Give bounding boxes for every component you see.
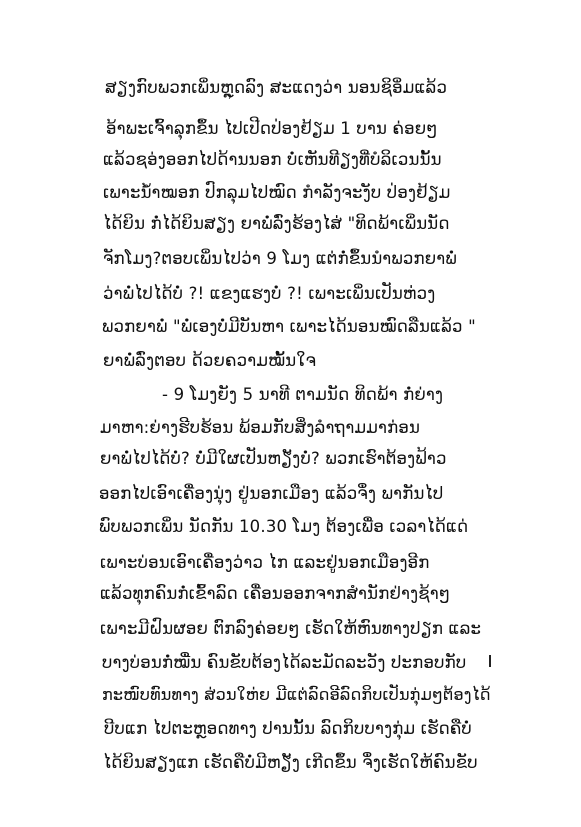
text-line: ພົບພວກເພິ່ນ ນັດກັນ 10.30 ໂມງ ຕ້ອງເພື່ອ ເວລາໄດ້ແດ່ [99, 517, 469, 536]
text-line: ເພາະບ່ອນເອົາເຄື່ອງວ່າວ ໄກ ແລະຢູ່ນອກເມືອງອີກ [100, 553, 430, 572]
text-line: ຈັກໂມງ?ຕອບເພິ່ນໄປວ່າ 9 ໂມງ ແຕ່ກໍ່ຂຶ້ນນຳພວກຍາພໍ່ [103, 249, 457, 268]
scan-speck [489, 655, 491, 667]
text-line: ຍາພໍ່ໄປໄດ້ບໍ່? ບໍ່ມີໃຜເປັນຫຽັງບໍ່? ພວກເຮົາຕ້ອງຟ້າວ [100, 449, 447, 468]
text-line: ເພາະນ້ຳໝອກ ປົກລຸມໄປໝົດ ກຳລັງຈະງັບ ປ່ອງຢ້ຽມ [103, 183, 451, 202]
text-line: ບາງບ່ອນກໍ່ໝື່ນ ຄົນຂັບຕ້ອງໄດ້ລະມັດລະວັງ ປະກອບກັບ [102, 653, 467, 672]
text-line: ອອກໄປເອົາເຄື່ອງນຸ່ງ ຢູ່ນອກເມືອງ ແລ້ວຈຶ່ງ ພາກັນໄປ [99, 484, 444, 503]
text-line: ພວກຍາພໍ່ "ພໍ່ເອງບໍ່ມີບັນຫາ ເພາະໄດ້ນອນໝົດລືນແລ້ວ " [102, 317, 476, 336]
text-line: ສຽງກົບພວກເພິ່ນຫຼຸດລົງ ສະແດງວ່າ ນອນຊິອິ່ມແລ້ວ [105, 78, 448, 97]
text-line: - 9 ໂມງຍັງ 5 ນາທີ ຕາມນັດ ທິດພ້າ ກໍ່ຍ່າງ [162, 385, 444, 404]
text-line: ແລ້ວທຸກຄົນກໍ່ເຂົ້າລົດ ເຄື່ອນອອກຈາກສຳນັກຢ່າງຊ້າໆ [100, 584, 451, 603]
text-line: ຍາພໍ່ລົ່ງຕອບ ດ້ວຍຄວາມໝັ້ນໃຈ [103, 351, 317, 370]
text-line: ໄດ້ຍິນ ກໍ່ໄດ້ຍິນສຽງ ຍາພໍ່ລົ່ງຮ້ອງໄສ່ "ທິດພ້າເພິ່ນນັດ [103, 214, 450, 233]
text-line: ອ້າພະເຈົ້າລຸກຂຶ້ນ ໄປເປີດປ່ອງຢ້ຽມ 1 ບານ ຄ່ອຍໆ [106, 119, 438, 138]
text-line: ວ່າພໍ່ໄປໄດ້ບໍ່ ?! ແຂງແຮງບໍ່ ?! ເພາະເພິ່ນເປັນຫ່ວງ [103, 284, 436, 303]
text-line: ເພາະມີຝົນຜອຍ ຕົກລົງຄ່ອຍໆ ເຮັດໃຫ້ຫົນທາງປຽກ ແລະ [100, 619, 482, 638]
text-line: ມາຫາ:ຍ່າງຮີບຮ້ອນ ພ້ອມກັບສິ່ງລໍາຖາມມາກ່ອນ [100, 418, 421, 437]
text-line: ບີບແກ ໄປຕະຫຼອດທາງ ປານນັ້ນ ລົດກິບບາງກຸ່ມ ເຮັດຄືບໍ່ [104, 719, 472, 738]
text-line: ແລ້ວຊອ່ງອອກໄປດ້ານນອກ ບໍ່ເຫັນທີຽງທີ່ບໍລິເວນນັ້ນ [103, 150, 442, 169]
text-line: ໄດ້ຍິນສຽງແກ ເຮັດຄືບໍ່ມີຫຽັງ ເກີດຂຶ້ນ ຈຶ່ງເຮັດໃຫ້ຄົນຂັບ [103, 753, 478, 772]
text-line: ກະໜົບທົນທາງ ສ່ວນໃຫ່ຍ ມີແຕ່ລົດອີລົດກິບເປັນກຸ່ມໆຕ້ອງໄດ້ [102, 685, 491, 704]
